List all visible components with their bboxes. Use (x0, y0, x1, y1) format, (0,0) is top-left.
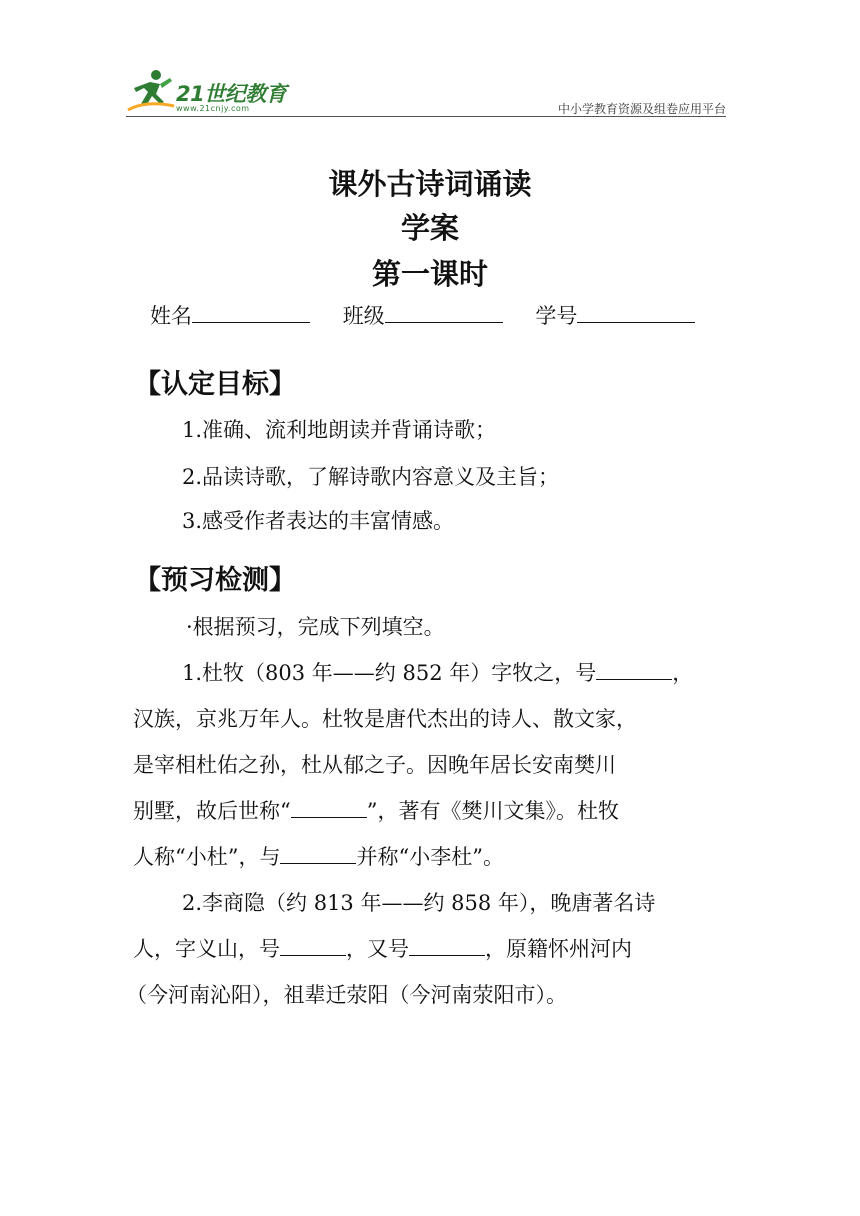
class-blank[interactable] (385, 302, 503, 323)
logo-text: 21世纪教育 (176, 82, 287, 106)
answer-blank[interactable] (280, 843, 356, 864)
question-1-line-3: 是宰相杜佑之孙，杜从郁之子。因晚年居长安南樊川 (133, 753, 616, 777)
logo (126, 66, 296, 114)
question-2-text: ，又号 (346, 937, 409, 961)
question-2-line-1: 2.李商隐（约 813 年——约 858 年），晚唐著名诗 (182, 891, 656, 915)
name-label: 姓名 (150, 304, 192, 328)
question-1-text: ”，著有《樊川文集》。杜牧 (366, 799, 619, 823)
goals-heading: 【认定目标】 (134, 369, 296, 400)
id-field (535, 300, 695, 330)
logo-url: www.21cnjy.com (176, 104, 250, 113)
page-title: 课外古诗词诵读 (328, 167, 532, 201)
class-label: 班级 (342, 304, 385, 328)
question-2-text: ，原籍怀州河内 (485, 937, 632, 961)
answer-blank[interactable] (409, 935, 485, 956)
question-1-line-5 (133, 841, 504, 871)
question-1-text: 别墅，故后世称“ (133, 799, 291, 823)
question-2-text: 人，字义山，号 (133, 937, 280, 961)
id-blank[interactable] (577, 302, 695, 323)
preview-heading: 【预习检测】 (134, 565, 296, 596)
question-1-text: 人称“小杜”，与 (133, 845, 281, 869)
goal-item: 1.准确、流利地朗读并背诵诗歌； (182, 418, 497, 442)
goal-item: 3.感受作者表达的丰富情感。 (182, 509, 455, 533)
name-field (150, 300, 310, 330)
id-label: 学号 (535, 304, 578, 328)
student-info-fields (150, 300, 721, 330)
platform-name: 中小学教育资源及组卷应用平台 (557, 102, 726, 116)
question-1-line-4 (133, 795, 619, 825)
page-header (126, 66, 726, 118)
question-1-text: 1.杜牧（803 年——约 852 年）字牧之，号 (182, 661, 597, 685)
name-blank[interactable] (192, 302, 310, 323)
question-1-line-1 (182, 657, 693, 687)
goal-item: 2.品读诗歌，了解诗歌内容意义及主旨； (182, 465, 560, 489)
question-1-text: 并称“小李杜”。 (356, 845, 504, 869)
header-divider (126, 116, 726, 117)
lesson-title: 第一课时 (371, 257, 488, 291)
class-field (343, 300, 503, 330)
question-2-line-2 (133, 933, 632, 963)
question-1-line-2: 汉族，京兆万年人。杜牧是唐代杰出的诗人、散文家， (133, 707, 637, 731)
preview-intro: ·根据预习，完成下列填空。 (186, 615, 445, 639)
answer-blank[interactable] (596, 659, 672, 680)
answer-blank[interactable] (280, 935, 346, 956)
runner-logo-icon (126, 66, 178, 114)
question-2-line-3: （今河南沁阳），祖辈迁荥阳（今河南荥阳市）。 (126, 983, 567, 1007)
page-subtitle: 学案 (400, 211, 459, 245)
answer-blank[interactable] (291, 797, 367, 818)
question-1-text: ， (672, 661, 694, 685)
